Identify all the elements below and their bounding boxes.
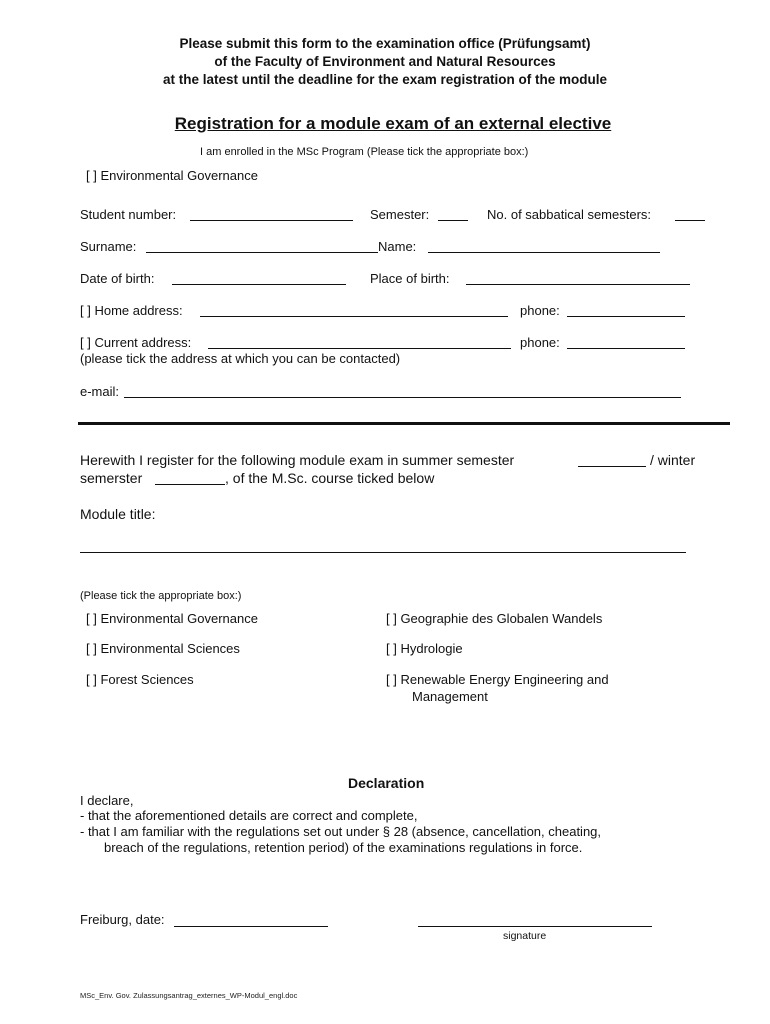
current-phone-field[interactable]: [567, 348, 685, 349]
sabbatical-field[interactable]: [675, 220, 705, 221]
dob-field[interactable]: [172, 284, 346, 285]
name-field[interactable]: [428, 252, 660, 253]
course-renewable-energy-continued: Management: [412, 689, 488, 704]
register-line-1b: / winter: [650, 452, 696, 468]
semester-field[interactable]: [438, 220, 468, 221]
header-line-2: of the Faculty of Environment and Natural Resources: [214, 54, 556, 69]
module-title-field[interactable]: [80, 552, 686, 553]
address-note: (please tick the address at which you can be contacted): [80, 351, 401, 366]
declaration-item-2: - that I am familiar with the regulations set out under § 28 (absence, cancellation, cheating,: [80, 824, 602, 839]
name-label: Name:: [378, 239, 417, 254]
form-title: Registration for a module exam of an external elective: [174, 114, 612, 133]
winter-semester-field[interactable]: [155, 484, 225, 485]
email-field[interactable]: [124, 397, 681, 398]
header-line-3: at the latest until the deadline for the exam registration of the module: [162, 72, 608, 87]
surname-field[interactable]: [146, 252, 378, 253]
header-line-1: Please submit this form to the examination office (Prüfungsamt): [179, 36, 591, 51]
surname-label: Surname:: [80, 239, 137, 254]
current-address-label[interactable]: [ ] Current address:: [80, 335, 192, 350]
register-line-1a: Herewith I register for the following module exam in summer semester: [80, 452, 515, 468]
declaration-item-2-continued: breach of the regulations, retention period) of the examinations regulations in force.: [104, 840, 583, 855]
date-field[interactable]: [174, 926, 328, 927]
register-line-2b: , of the M.Sc. course ticked below: [225, 470, 435, 486]
student-number-label: Student number:: [80, 207, 177, 222]
course-checkbox-environmental-governance[interactable]: [ ] Environmental Governance: [86, 611, 258, 626]
dob-label: Date of birth:: [80, 271, 155, 286]
current-address-field[interactable]: [208, 348, 511, 349]
program-checkbox-environmental-governance[interactable]: [ ] Environmental Governance: [86, 168, 258, 183]
current-phone-label: phone:: [520, 335, 560, 350]
course-checkbox-geographie[interactable]: [ ] Geographie des Globalen Wandels: [386, 611, 603, 626]
pob-field[interactable]: [466, 284, 690, 285]
course-checkbox-renewable-energy[interactable]: [ ] Renewable Energy Engineering and: [386, 672, 609, 687]
pob-label: Place of birth:: [370, 271, 450, 286]
signature-caption: signature: [503, 930, 547, 942]
semester-label: Semester:: [370, 207, 430, 222]
sabbatical-label: No. of sabbatical semesters:: [487, 207, 652, 222]
enrolled-prompt: I am enrolled in the MSc Program (Please tick the appropriate box:): [200, 146, 529, 158]
signature-field[interactable]: [418, 926, 652, 927]
declaration-heading: Declaration: [348, 775, 425, 791]
place-date-label: Freiburg, date:: [80, 912, 165, 927]
home-address-field[interactable]: [200, 316, 508, 317]
section-divider: [78, 422, 730, 425]
module-title-label: Module title:: [80, 506, 156, 522]
declaration-item-1: - that the aforementioned details are correct and complete,: [80, 808, 418, 823]
footer-filename: MSc_Env. Gov. Zulassungsantrag_externes_WP-Modul_engl.doc: [80, 991, 298, 1000]
student-number-field[interactable]: [190, 220, 353, 221]
home-phone-field[interactable]: [567, 316, 685, 317]
home-address-label[interactable]: [ ] Home address:: [80, 303, 183, 318]
email-label: e-mail:: [80, 384, 120, 399]
course-checkbox-environmental-sciences[interactable]: [ ] Environmental Sciences: [86, 641, 240, 656]
course-checkbox-forest-sciences[interactable]: [ ] Forest Sciences: [86, 672, 194, 687]
register-line-2a: semerster: [80, 470, 143, 486]
tick-prompt: (Please tick the appropriate box:): [80, 590, 242, 602]
home-phone-label: phone:: [520, 303, 560, 318]
summer-semester-field[interactable]: [578, 466, 646, 467]
course-checkbox-hydrologie[interactable]: [ ] Hydrologie: [386, 641, 463, 656]
declaration-intro: I declare,: [80, 793, 134, 808]
